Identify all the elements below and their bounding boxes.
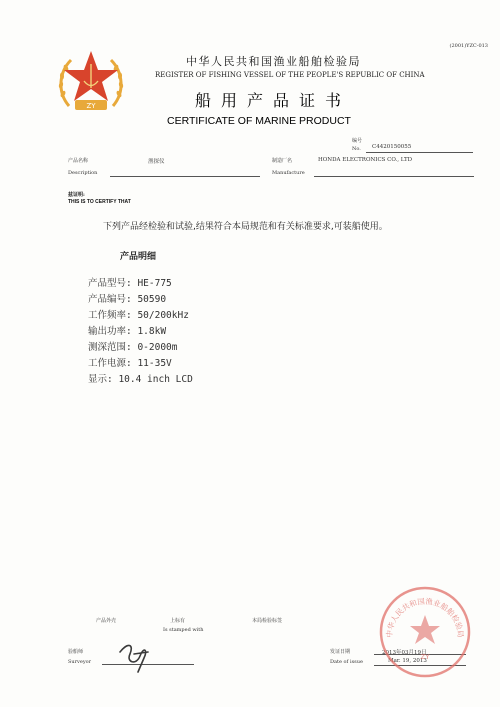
stamp-label-cn: 产品外壳 (96, 618, 117, 624)
title-en: CERTIFICATE OF MARINE PRODUCT (167, 115, 351, 127)
issue-date-cn: 2013年03月19日 (382, 650, 427, 656)
manufacturer-label-en: Manufacture (272, 170, 305, 176)
certify-label-en: THIS IS TO CERTIFY THAT (68, 199, 131, 205)
manufacturer-label-cn: 制造厂名 (272, 158, 293, 164)
seal-text: 中华人民共和国渔业船舶检验局 (384, 596, 466, 638)
stamped-label-en: Is stamped with (163, 627, 204, 633)
spec-frequency: 工作频率: 50/200kHz (88, 310, 189, 321)
certify-label-cn: 兹证明: (68, 192, 85, 198)
seal-star-icon (410, 615, 440, 644)
cert-no-label-cn: 编号 (352, 138, 363, 144)
product-underline (110, 176, 260, 177)
emblem-logo (55, 48, 127, 114)
cert-no-value: C4420150055 (372, 144, 412, 150)
product-label-en: Description (68, 170, 98, 176)
details-title: 产品明细 (120, 252, 157, 262)
certify-statement: 下列产品经检验和试验,结果符合本局规范和有关标准要求,可装船使用。 (103, 222, 388, 232)
seal-mark: ZY (420, 653, 430, 661)
issue-label-cn: 发证日期 (330, 649, 351, 655)
manufacturer-underline (314, 176, 474, 177)
cert-no-label-en: No. (352, 146, 361, 152)
org-name-cn: 中华人民共和国渔业船舶检验局 (186, 55, 361, 68)
spec-depth-range: 测深范围: 0-2000m (88, 342, 178, 353)
issue-label-en: Date of issue (330, 659, 363, 665)
spec-power-supply: 工作电源: 11-35V (88, 358, 172, 369)
title-cn: 船用产品证书 (195, 91, 352, 110)
surveyor-label-en: Surveyor (68, 659, 92, 665)
official-seal (378, 585, 472, 679)
product-label-cn: 产品名称 (68, 158, 89, 164)
cert-no-underline (366, 152, 473, 153)
surveyor-label-cn: 验船师 (68, 649, 84, 655)
product-value: 渔探仪 (148, 159, 165, 165)
spec-serial: 产品编号: 50590 (88, 294, 167, 305)
stamped-label-cn: 上标有 (170, 618, 186, 624)
spec-power: 输出功率: 1.8kW (88, 326, 167, 337)
form-code: (2001)YZC-013 (449, 43, 488, 49)
spec-model: 产品型号: HE-775 (88, 278, 172, 289)
issue-date-en: Mar. 19, 2013 (388, 658, 427, 664)
spec-display: 显示: 10.4 inch LCD (88, 374, 193, 385)
org-name-en: REGISTER OF FISHING VESSEL OF THE PEOPLE'S REPUBLIC OF CHINA (155, 71, 425, 79)
emblem-text: ZY (86, 102, 96, 110)
surveyor-signature (114, 632, 156, 676)
manufacturer-value: HONDA ELECTRONICS CO., LTD (318, 157, 413, 163)
inspection-mark-label: 本局检验标签 (252, 618, 283, 624)
